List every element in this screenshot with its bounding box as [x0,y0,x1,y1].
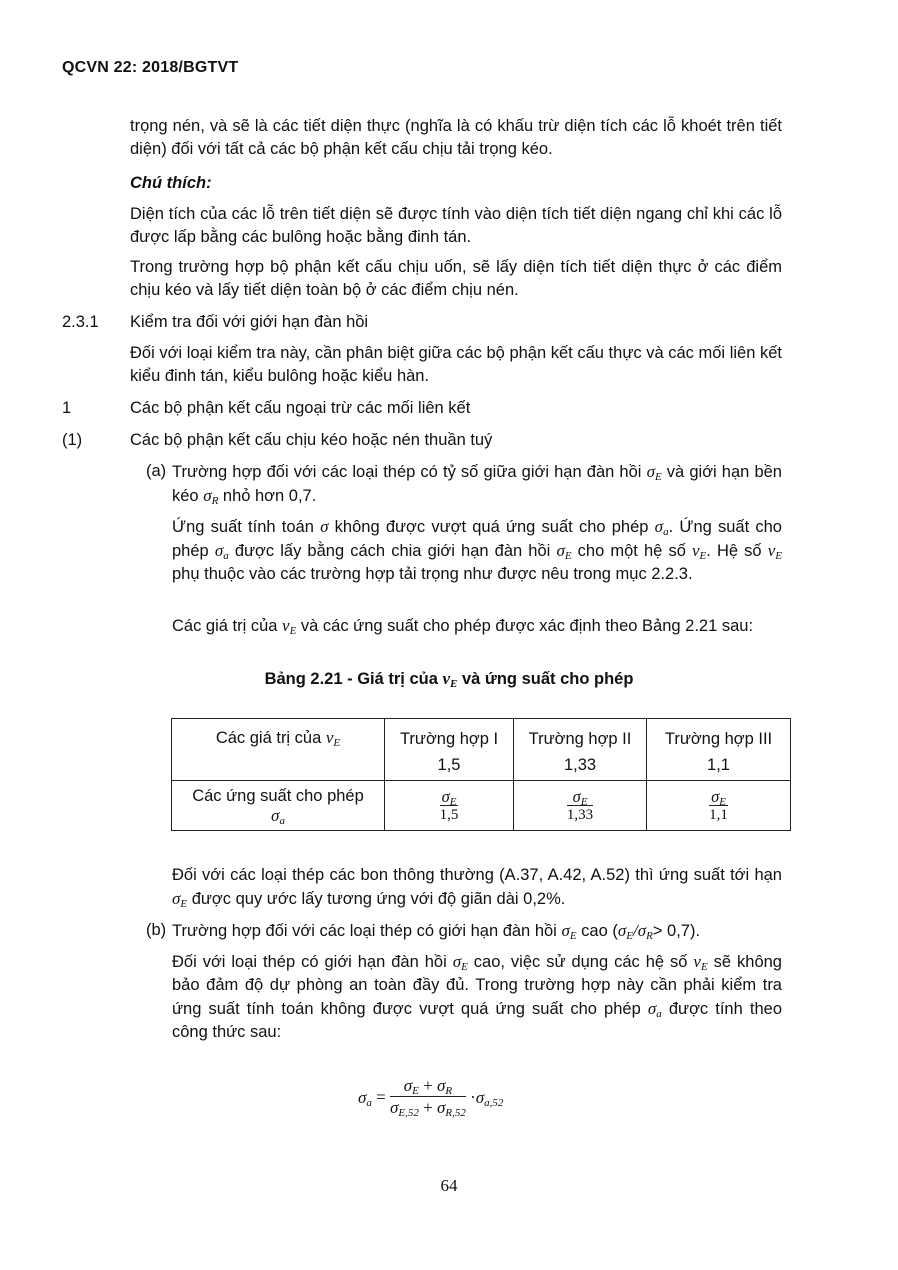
paragraph-item-b: Trường hợp đối với các loại thép có giới hạn đàn hồi $\sigma_E$ cao $(\sigma_E/\sigma_R> 0,7)$. [172,921,701,942]
stress-formula: $\sigma_a$ = $\frac{\sigma_E + \sigma_R}{\sigma_{E,52} + \sigma_{R,52}}$ $\cdot\sigma_{a,52}$ [358,1076,504,1119]
section-number-2-3-1: 2.3.1 [62,313,99,331]
paragraph-item-a: Trường hợp đối với các loại thép có tỷ số giữa giới hạn đàn hồi $\sigma_E$ và giới hạn bền kéo $\sigma_R$ nhỏ hơn 0,7. [172,462,782,507]
table-header-case-2: Trường hợp II [514,719,647,751]
table-caption: Bảng 2.21 - Giá trị của $\nu_E$ và ứng suất cho phép [264,669,634,690]
section-title-1-paren: Các bộ phận kết cấu chịu kéo hoặc nén thuần tuý [130,431,493,449]
section-number-1: 1 [62,399,72,417]
paragraph-check-type: Đối với loại kiểm tra này, cần phân biệt giữa các bộ phận kết cấu thực và các mối liên kết kiểu đinh tán, kiểu bulông hoặc kiểu hàn. [130,344,782,385]
paragraph-table-intro: Các giá trị của $\nu_E$ và các ứng suất cho phép được xác định theo Bảng 2.21 sau: [172,616,754,637]
document-header: QCVN 22: 2018/BGTVT [62,59,239,76]
section-title-2-3-1: Kiểm tra đối với giới hạn đàn hồi [130,313,369,331]
section-number-1-paren: (1) [62,431,83,449]
paragraph-allowable-stress: Ứng suất tính toán σ không được vượt quá ứng suất cho phép $\sigma_a$. Ứng suất cho phép $\sigma_a$ được lấy bằng cách chia giới hạn đàn hồi $\sigma_E$ cho một hệ số $\nu_E$. Hệ số $\nu_E$ phụ thuộc vào các trường hợp tải trọng như được nêu trong mục 2.2.3. [172,517,782,583]
formula-fraction: $\frac{\sigma_E + \sigma_R}{\sigma_{E,52} + \sigma_{R,52}}$ [389,1076,466,1119]
table-stress-3: $\frac{\sigma_E}{1,1}$ [647,781,791,831]
paragraph-bending: Trong trường hợp bộ phận kết cấu chịu uốn, sẽ lấy diện tích tiết diện thực ở các điểm chịu kéo và lấy tiết diện toàn bộ ở các điểm chịu nén. [130,258,782,299]
table-stress-2: $\frac{\sigma_E}{1,33}$ [514,781,647,831]
paragraph-sections: trọng nén, và sẽ là các tiết diện thực (nghĩa là có khấu trừ diện tích các lỗ khoét trên tiết diện) đối với tất cả các bộ phận kết cấu chịu tải trọng kéo. [130,117,782,158]
paragraph-carbon-steel: Đối với các loại thép các bon thông thường (A.37, A.42, A.52) thì ứng suất tới hạn $\sigma_E$ được quy ước lấy tương ứng với độ giãn dài 0,2%. [172,866,782,910]
table-header-case-3: Trường hợp III [647,719,791,751]
section-title-1: Các bộ phận kết cấu ngoại trừ các mối liên kết [130,399,471,417]
table-nu-value-3: 1,1 [647,751,791,781]
item-label-b: (b) [146,921,167,939]
note-title: Chú thích: [130,174,212,192]
table-row-label-nu: Các giá trị của $\nu_E$ [172,719,385,781]
table-nu-value-1: 1,5 [385,751,514,781]
table-header-case-1: Trường hợp I [385,719,514,751]
values-table [171,718,791,831]
table-row-label-stress: Các ứng suất cho phép $\sigma_a$ [172,781,385,831]
paragraph-holes: Diện tích của các lỗ trên tiết diện sẽ được tính vào diện tích tiết diện ngang chỉ khi các lỗ được lấp bằng các bulông hoặc bằng đinh tán. [130,205,782,246]
table-nu-value-2: 1,33 [514,751,647,781]
paragraph-high-elastic: Đối với loại thép có giới hạn đàn hồi $\sigma_E$ cao, việc sử dụng các hệ số $\nu_E$ sẽ không bảo đảm độ dự phòng an toàn đầy đủ. Trong trường hợp này cần phải kiểm tra ứng suất tính toán không được vượt quá ứng suất cho phép $\sigma_a$ được tính theo công thức sau: [172,952,782,1041]
table-stress-1: $\frac{\sigma_E}{1,5}$ [385,781,514,831]
item-label-a: (a) [146,462,167,480]
page-number: 64 [440,1176,458,1195]
